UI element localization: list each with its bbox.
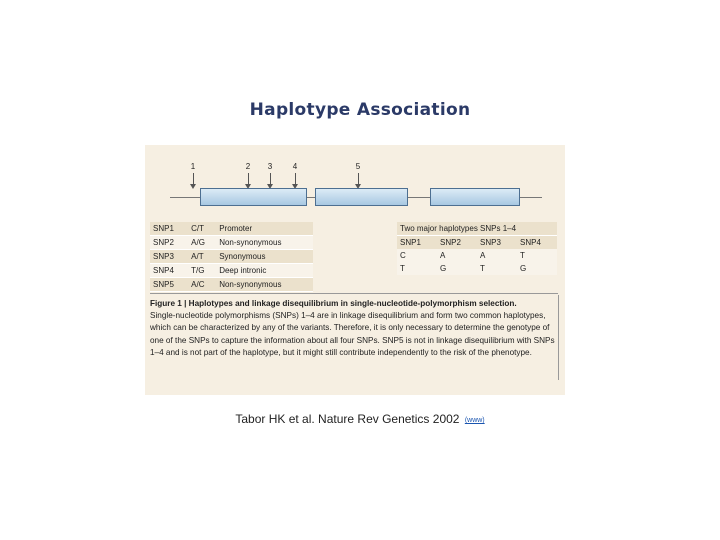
- snp-id: SNP1: [150, 222, 188, 236]
- haplotype-column-headers: [397, 236, 557, 250]
- table-row: [397, 262, 557, 275]
- snp-marker-5: 5: [355, 162, 361, 171]
- column-header: SNP4: [517, 236, 557, 250]
- citation-link[interactable]: (www): [464, 417, 485, 424]
- column-header: SNP3: [477, 236, 517, 250]
- caption-title: Figure 1 | Haplotypes and linkage disequilibrium in single-nucleotide-polymorphism selection.: [150, 299, 517, 308]
- snp-marker-3: 3: [267, 162, 273, 171]
- snp-id: SNP2: [150, 236, 188, 250]
- snp-allele: C/T: [188, 222, 216, 236]
- snp-type: Deep intronic: [216, 264, 313, 278]
- haplotype-table-title: Two major haplotypes SNPs 1–4: [397, 222, 557, 236]
- table-cell: T: [397, 262, 437, 275]
- table-cell: G: [517, 262, 557, 275]
- snp-marker-2: 2: [245, 162, 251, 171]
- haplotype-table: [397, 222, 557, 275]
- haplotype-table-header: [397, 222, 557, 236]
- table-row: [150, 222, 313, 236]
- citation: [0, 412, 720, 426]
- citation-text: Tabor HK et al. Nature Rev Genetics 2002: [235, 412, 460, 426]
- table-row: [150, 236, 313, 250]
- snp-arrowhead-1: [190, 184, 196, 189]
- snp-allele: A/T: [188, 250, 216, 264]
- snp-type: Promoter: [216, 222, 313, 236]
- column-header: SNP2: [437, 236, 477, 250]
- snp-type: Synonymous: [216, 250, 313, 264]
- snp-id: SNP3: [150, 250, 188, 264]
- table-cell: G: [437, 262, 477, 275]
- snp-allele: A/G: [188, 236, 216, 250]
- column-header: SNP1: [397, 236, 437, 250]
- table-cell: T: [517, 249, 557, 262]
- table-cell: A: [437, 249, 477, 262]
- table-row: [150, 278, 313, 292]
- exon-3: [430, 188, 520, 206]
- figure-caption: [150, 298, 556, 359]
- table-row: [397, 249, 557, 262]
- snp-marker-4: 4: [292, 162, 298, 171]
- caption-body: Single-nucleotide polymorphisms (SNPs) 1–4 are in linkage disequilibrium and form two common haplotypes, which can be characterized by any of the variants. Therefore, it is only necessary to determine the genotype of one of the SNPs to capture the information about all four SNPs. SNP5 is not in linkage disequilibrium with SNPs 1–4 and is not part of the haplotype, but it might still contribute independently to the risk of the phenotype.: [150, 311, 555, 357]
- table-row: [150, 264, 313, 278]
- snp-allele: T/G: [188, 264, 216, 278]
- table-cell: T: [477, 262, 517, 275]
- figure-panel: [145, 145, 565, 395]
- table-row: [150, 250, 313, 264]
- table-cell: A: [477, 249, 517, 262]
- exon-2: [315, 188, 408, 206]
- snp-type: Non-synonymous: [216, 236, 313, 250]
- snp-type: Non-synonymous: [216, 278, 313, 292]
- exon-1: [200, 188, 307, 206]
- snp-allele: A/C: [188, 278, 216, 292]
- caption-side-rule: [558, 295, 559, 380]
- snp-annotation-table: [150, 222, 313, 292]
- table-cell: C: [397, 249, 437, 262]
- snp-id: SNP4: [150, 264, 188, 278]
- slide-title: Haplotype Association: [249, 100, 471, 120]
- snp-id: SNP5: [150, 278, 188, 292]
- caption-divider: [150, 293, 558, 294]
- snp-marker-1: 1: [190, 162, 196, 171]
